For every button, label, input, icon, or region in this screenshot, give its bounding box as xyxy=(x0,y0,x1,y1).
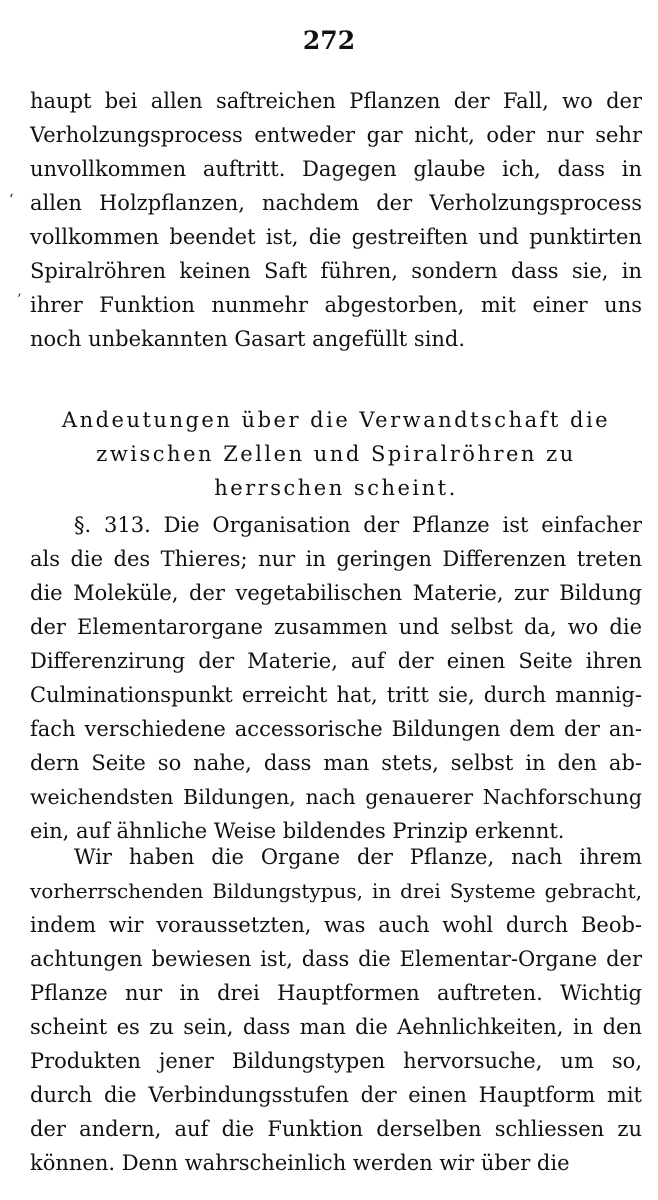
text-line: Wir haben die Organe der Pflanze, nach ihrem xyxy=(74,845,642,869)
text-line: der Elementarorgane zusammen und selbst da, wo die xyxy=(30,615,642,639)
text-line: ein, auf ähnliche Weise bildendes Prinzip erkennt. xyxy=(30,819,565,843)
text-line: Produkten jener Bildungstypen hervorsuche, um so, xyxy=(30,1049,642,1073)
text-line: vorherrschenden Bildungstypus, in drei Systeme gebracht, xyxy=(30,879,642,903)
margin-mark: ‘ xyxy=(9,192,14,208)
text-line: vollkommen beendet ist, die gestreiften und punktirten xyxy=(30,225,642,249)
text-line: indem wir voraussetzten, was auch wohl durch Beob- xyxy=(30,913,642,937)
heading-line: Andeutungen über die Verwandtschaft die xyxy=(61,408,611,432)
text-line: durch die Verbindungsstufen der einen Hauptform mit xyxy=(30,1083,642,1107)
text-line: §. 313. Die Organisation der Pflanze ist einfacher xyxy=(74,513,642,537)
text-line: Spiralröhren keinen Saft führen, sondern dass sie, in xyxy=(30,259,642,283)
text-line: allen Holzpflanzen, nachdem der Verholzungsprocess xyxy=(30,191,642,215)
paragraph-1 xyxy=(30,84,642,356)
text-line: Verholzungsprocess entweder gar nicht, oder nur sehr xyxy=(30,123,642,147)
text-line: Culminationspunkt erreicht hat, tritt sie, durch mannig- xyxy=(30,683,642,707)
heading-line: zwischen Zellen und Spiralröhren zu xyxy=(96,442,576,466)
heading-line: herrschen scheint. xyxy=(214,476,458,500)
paragraph-3 xyxy=(30,840,642,1180)
text-line: noch unbekannten Gasart angefüllt sind. xyxy=(30,327,466,351)
text-line: weichendsten Bildungen, nach genauerer Nachforschung xyxy=(30,785,642,809)
text-line: der andern, auf die Funktion derselben schliessen zu xyxy=(30,1117,642,1141)
text-line: können. Denn wahrscheinlich werden wir über die xyxy=(30,1151,570,1175)
text-line: fach verschiedene accessorische Bildungen dem der an- xyxy=(30,717,642,741)
text-line: scheint es zu sein, dass man die Aehnlichkeiten, in den xyxy=(30,1015,642,1039)
text-line: die Moleküle, der vegetabilischen Materie, zur Bildung xyxy=(30,581,642,605)
text-line: Pflanze nur in drei Hauptformen auftreten. Wichtig xyxy=(30,981,642,1005)
text-line: ihrer Funktion nunmehr abgestorben, mit einer uns xyxy=(30,293,642,317)
text-line: unvollkommen auftritt. Dagegen glaube ich, dass in xyxy=(30,157,642,181)
text-line: Differenzirung der Materie, auf der einen Seite ihren xyxy=(30,649,642,673)
margin-mark: ’ xyxy=(17,292,22,308)
section-heading xyxy=(30,403,642,505)
page-number: 272 xyxy=(302,26,356,55)
paragraph-2 xyxy=(30,508,642,848)
text-line: haupt bei allen saftreichen Pflanzen der Fall, wo der xyxy=(30,89,642,113)
text-line: achtungen bewiesen ist, dass die Elementar-Organe der xyxy=(30,947,642,971)
text-line: dern Seite so nahe, dass man stets, selbst in den ab- xyxy=(30,751,642,775)
text-line: als die des Thieres; nur in geringen Differenzen treten xyxy=(30,547,642,571)
